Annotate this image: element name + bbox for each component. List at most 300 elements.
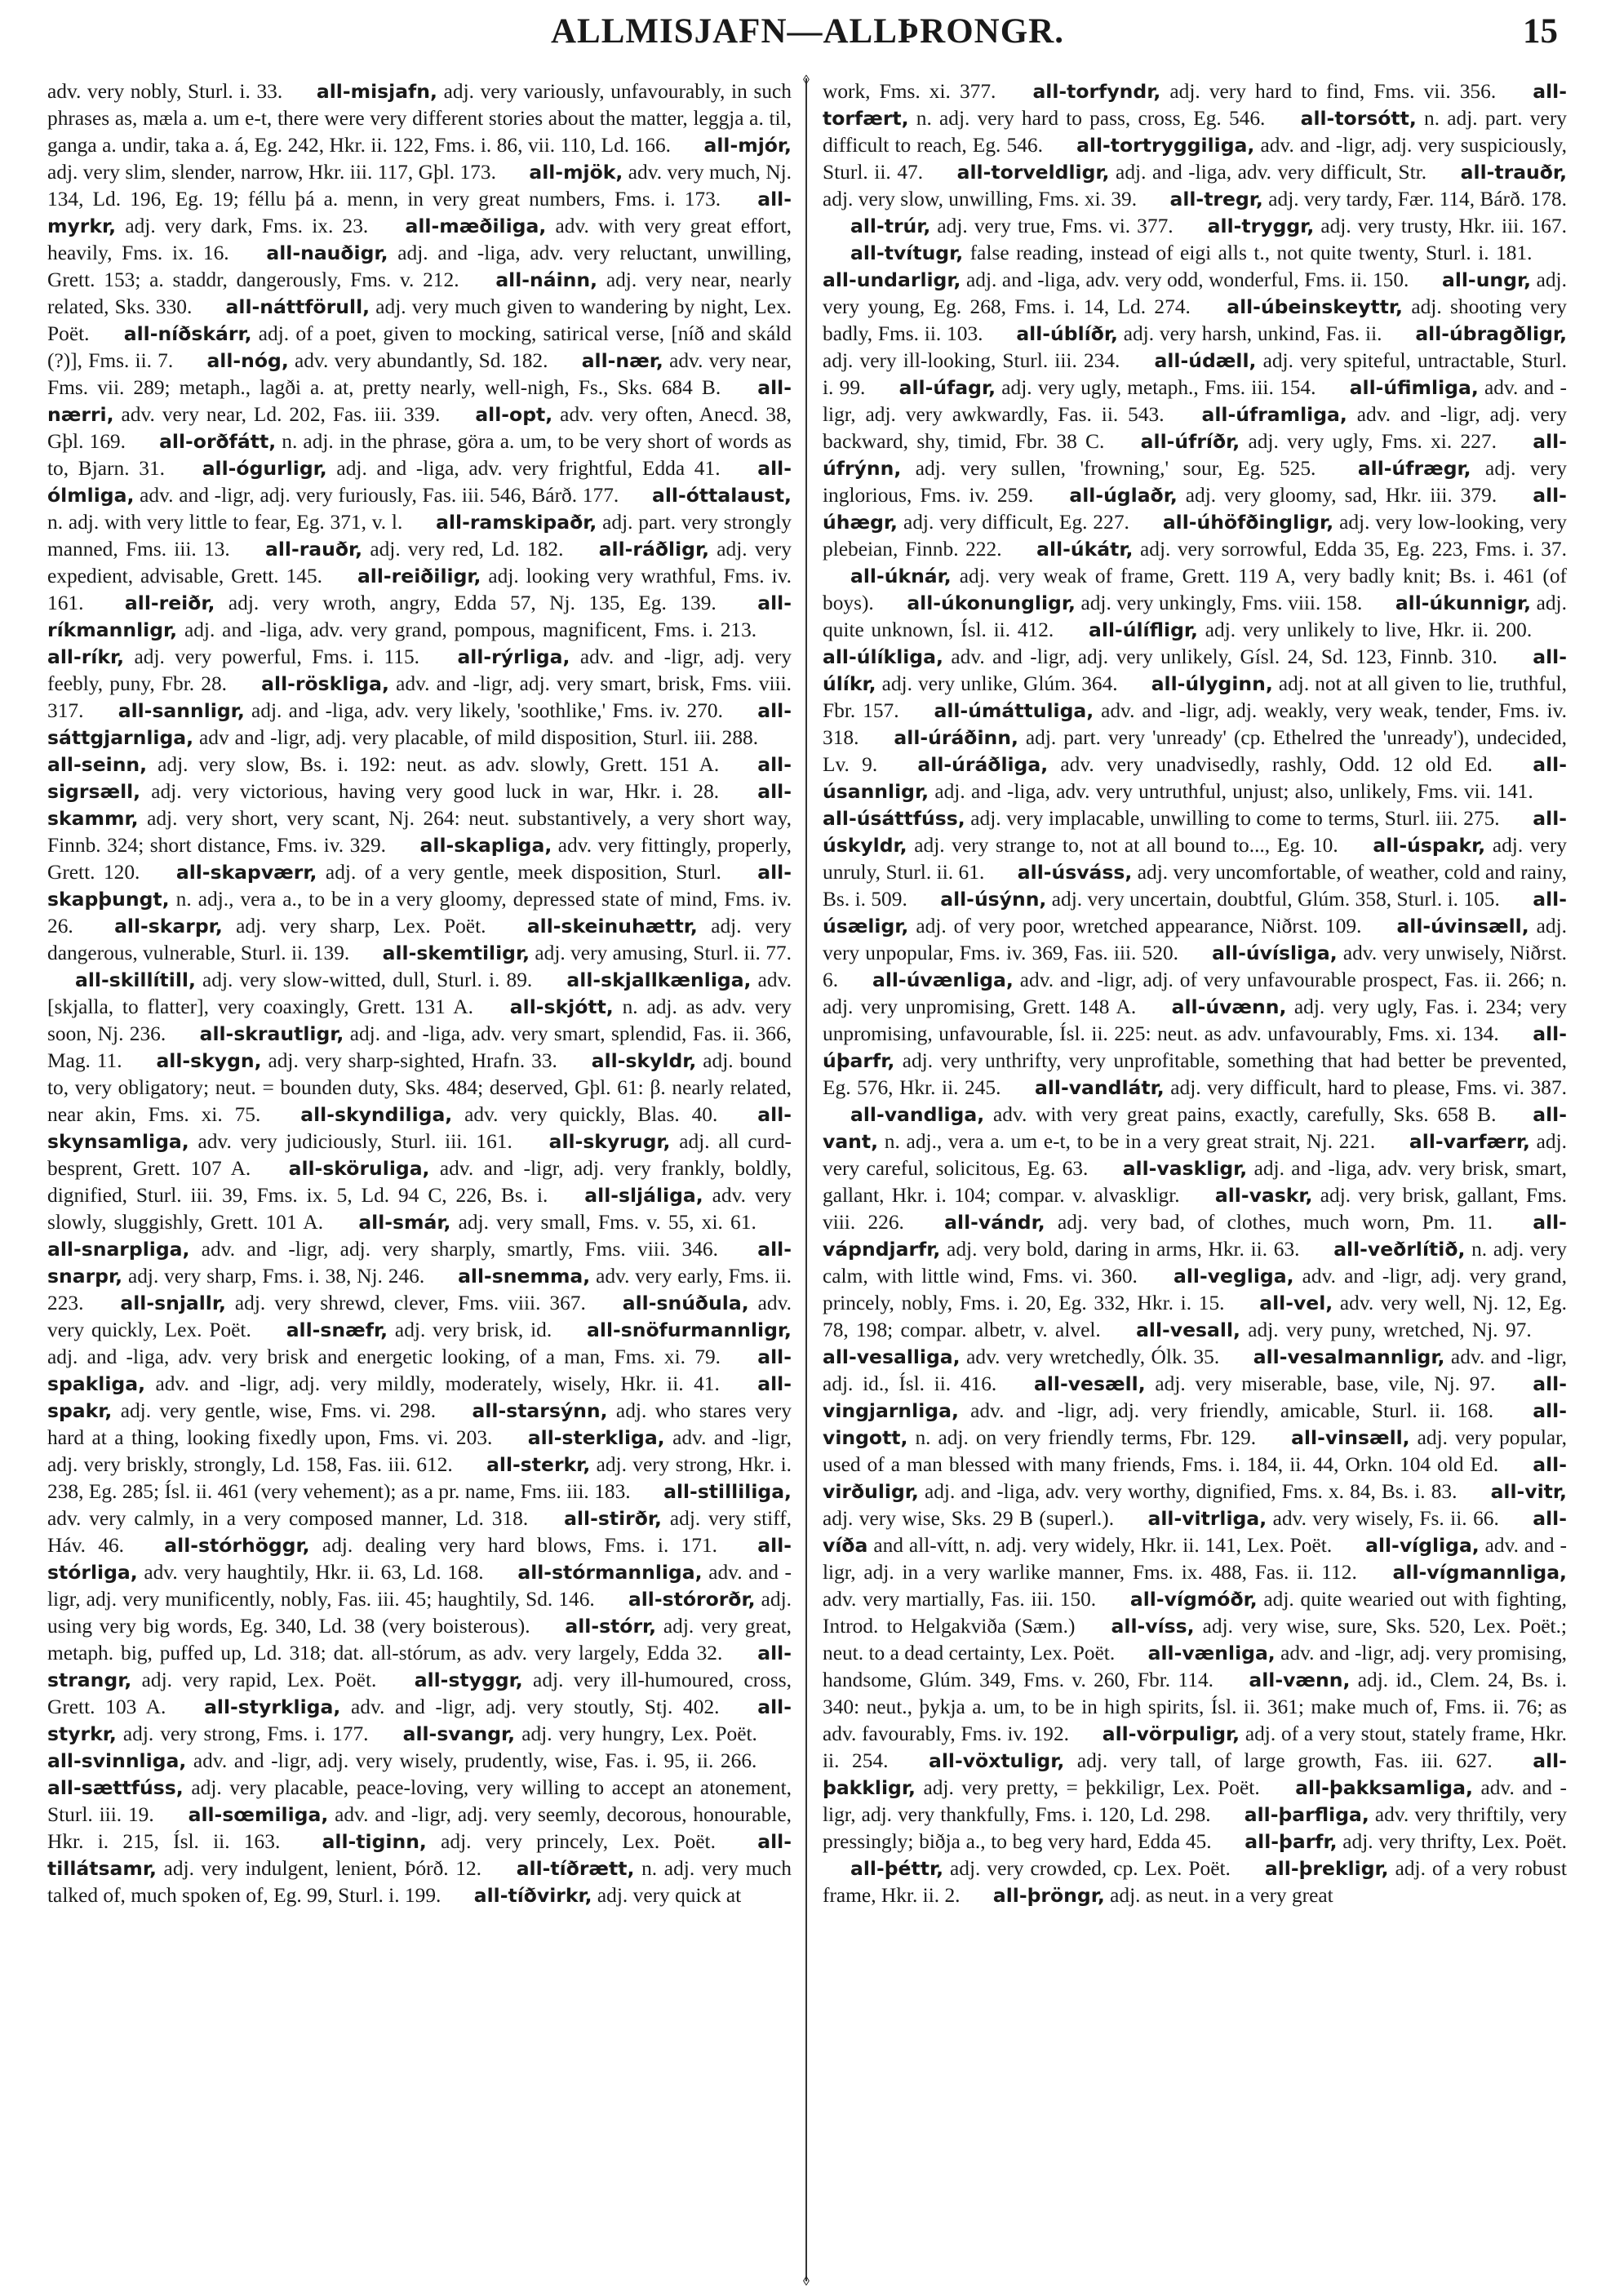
- entry-definition: adj. very pretty, = þekkiligr, Lex. Poët.: [923, 1776, 1260, 1799]
- entry-headword: all-vingott,: [823, 1399, 1567, 1449]
- entry-headword: all-misjafn,: [316, 80, 437, 103]
- entry-headword: all-skyndiliga,: [300, 1103, 453, 1126]
- entry-definition: adj. very shrewd, clever, Fms. viii. 367.: [234, 1292, 586, 1314]
- entry-headword: all-sigrsæll,: [47, 753, 792, 803]
- entry-headword: all-úráðliga,: [917, 753, 1049, 776]
- entry-headword: all-úlíkr,: [823, 645, 1567, 695]
- dictionary-entry: [273, 1103, 730, 1126]
- entry-definition: adj. using very big words, Eg. 340, Ld. 38 (very boisterous).: [47, 1588, 792, 1638]
- entry-definition: adj. very bad, of clothes, much worn, Pm. 11.: [1057, 1211, 1493, 1234]
- entry-definition: adj. very true, Fms. vi. 377.: [937, 215, 1174, 237]
- entry-headword: all-stirðr,: [564, 1507, 662, 1530]
- entry-headword: all-úlyginn,: [1151, 672, 1273, 695]
- entry-headword: all-úknár,: [850, 565, 952, 587]
- entry-headword: all-úkunnigr,: [1395, 592, 1532, 614]
- dictionary-entry: [823, 242, 1539, 264]
- entry-definition: and all-vítt, n. adj. very widely, Hkr. ii. 141, Lex. Poët.: [873, 1534, 1333, 1557]
- entry-headword: all-ráðligr,: [598, 538, 710, 561]
- entry-definition: adv. very well, Nj. 12, Eg. 78, 198; compar. albetr, v. alvel.: [823, 1292, 1567, 1341]
- entry-headword: all-þarfliga,: [1244, 1803, 1369, 1826]
- dictionary-entry: [916, 1211, 1505, 1234]
- entry-headword: all-ríkr,: [47, 645, 125, 668]
- divider-ornament-bottom: ◊: [803, 2275, 810, 2289]
- entry-definition: adj. very unthrifty, very unprofitable, something that had better be prevented, Eg. 576, Hkr. ii. 245.: [823, 1049, 1567, 1099]
- entry-headword: all-úsáttfúss,: [823, 807, 965, 830]
- dictionary-entry: [375, 1722, 764, 1745]
- entry-definition: adv. and -ligr, adj. very sharply, smartly, Fms. viii. 346.: [201, 1238, 718, 1261]
- entry-headword: all-víða: [823, 1507, 1567, 1557]
- entry-headword: all-vant,: [823, 1103, 1567, 1153]
- entry-headword: all-skyldr,: [591, 1049, 697, 1072]
- page-header: [57, 11, 1558, 57]
- entry-headword: all-þröngr,: [992, 1884, 1105, 1907]
- entry-definition: adv. and -ligr, adj. very smart, brisk, Fms. viii. 317.: [47, 672, 792, 722]
- entry-headword: all-ramskipaðr,: [436, 511, 597, 534]
- entry-headword: all-þrekligr,: [1264, 1857, 1389, 1880]
- entry-headword: all-úbragðligr,: [1415, 322, 1567, 345]
- entry-definition: adj. very bold, daring in arms, Hkr. ii. 63.: [947, 1238, 1300, 1261]
- entry-definition: n. adj. very hard to pass, cross, Eg. 546.: [916, 107, 1266, 130]
- dictionary-entry: [930, 161, 1433, 184]
- entry-definition: false reading, instead of eigi alls t., not quite twenty, Sturl. i. 181.: [969, 242, 1533, 264]
- entry-headword: all-snemma,: [458, 1265, 591, 1288]
- entry-headword: all-þarfr,: [1245, 1830, 1338, 1853]
- entry-definition: adj. very slow-witted, dull, Sturl. i. 89.: [202, 968, 533, 991]
- entry-headword: all-rýrliga,: [457, 645, 570, 668]
- entry-definition: adv. very abundantly, Sd. 182.: [295, 349, 548, 372]
- entry-definition: adj. of a very gentle, meek disposition, Sturl.: [325, 861, 721, 884]
- entry-definition: adj. very brisk, gallant, Fms. viii. 226.: [823, 1184, 1567, 1234]
- dictionary-entry: [47, 968, 539, 991]
- entry-definition: adj. very princely, Lex. Poët.: [441, 1830, 716, 1853]
- entry-headword: all-skapværr,: [175, 861, 317, 884]
- entry-definition: adj. very powerful, Fms. i. 115.: [134, 645, 420, 668]
- entry-headword: all-vaskr,: [1214, 1184, 1313, 1207]
- entry-headword: all-vígmóðr,: [1129, 1588, 1258, 1611]
- entry-definition: adj. very sharp-sighted, Hrafn. 33.: [268, 1049, 557, 1072]
- entry-definition: adj. id., Clem. 24, Bs. i. 340: neut., þykja a. um, to be in high spirits, Ísl. ii. 361; make much of, Fms. ii. 76; as adv. favourably, Fms. iv. 192.: [823, 1669, 1567, 1745]
- entry-definition: adj. very uncomfortable, of weather, cold and rainy, Bs. i. 509.: [823, 861, 1567, 911]
- entry-definition: adj. very trusty, Hkr. iii. 167.: [1320, 215, 1567, 237]
- entry-headword: all-vándr,: [944, 1211, 1045, 1234]
- entry-definition: adv. and -ligr, adj. very mildly, moderately, wisely, Hkr. ii. 41.: [155, 1372, 720, 1395]
- dictionary-entry: [901, 1749, 1505, 1772]
- entry-headword: all-skapliga,: [419, 834, 552, 857]
- entry-headword: all-úþarfr,: [823, 1022, 1567, 1072]
- dictionary-entry: [1006, 1372, 1505, 1395]
- entry-headword: all-stórliga,: [47, 1534, 792, 1584]
- entry-definition: n. adj. with very little to fear, Eg. 371, v. l.: [47, 511, 403, 534]
- entry-headword: all-náinn,: [495, 268, 598, 291]
- entry-definition: adv. very near, Fms. vii. 289; metaph., lagði a. at, pretty nearly, well-nigh, Fs., Sks. 684 B.: [47, 349, 792, 399]
- entry-definition: adj. very slim, slender, narrow, Hkr. iii. 117, Gþl. 173.: [47, 161, 496, 184]
- entry-headword: all-níðskárr,: [123, 322, 252, 345]
- entry-headword: all-nóg,: [206, 349, 289, 372]
- entry-headword: all-stórmannliga,: [517, 1561, 703, 1584]
- entry-definition: adj. very ugly, Fas. i. 234; very unpromising, unfavourable, Ísl. ii. 225: neut. as adv. unfavourably, Fms. xi. 134.: [823, 995, 1567, 1045]
- entry-definition: adv. very unadvisedly, rashly, Odd. 12 old Ed.: [1060, 753, 1493, 776]
- entry-definition: adj. as neut. in a very great: [1110, 1884, 1333, 1907]
- entry-definition: adv. very unwisely, Niðrst. 6.: [823, 942, 1567, 991]
- entry-headword: all-úmáttuliga,: [934, 699, 1094, 722]
- entry-headword: all-skemtiligr,: [382, 942, 530, 964]
- entry-definition: adj. part. very 'unready' (cp. Ethelred the 'unready'), undecided, Lv. 9.: [823, 726, 1567, 776]
- entry-definition: adj. very brisk, id.: [394, 1319, 552, 1341]
- entry-definition: adv. and -ligr, adj. very promising, handsome, Glúm. 349, Fms. v. 260, Fbr. 114.: [823, 1642, 1567, 1691]
- entry-definition: adj. and -liga, adv. very untruthful, unjust; also, unlikely, Fms. vii. 141.: [934, 780, 1533, 803]
- entry-headword: all-vandlátr,: [1035, 1076, 1165, 1099]
- entry-headword: all-úvænn,: [1171, 995, 1287, 1018]
- dictionary-entry: [446, 1884, 741, 1907]
- entry-definition: adj. quite wearied out with fighting, Introd. to Helgakviða (Sæm.): [823, 1588, 1567, 1638]
- entry-definition: adj. quite unknown, Ísl. ii. 412.: [823, 592, 1567, 641]
- entry-headword: all-starsýnn,: [472, 1399, 608, 1422]
- entry-definition: adj. very slow, unwilling, Fms. xi. 39.: [823, 188, 1138, 211]
- entry-headword: all-vegliga,: [1174, 1265, 1294, 1288]
- dictionary-entry: [823, 215, 1180, 237]
- entry-definition: adv. very slowly, sluggishly, Grett. 101 A.: [47, 1184, 792, 1234]
- entry-headword: all-úskyldr,: [823, 807, 1567, 857]
- entry-definition: adj. very harsh, unkind, Fas. ii.: [1123, 322, 1382, 345]
- entry-definition: adj. very implacable, unwilling to come to terms, Sturl. iii. 275.: [970, 807, 1500, 830]
- dictionary-entry: [175, 457, 730, 480]
- entry-headword: all-torfyndr,: [1032, 80, 1161, 103]
- entry-definition: adj. very unkingly, Fms. viii. 158.: [1080, 592, 1363, 614]
- entry-headword: all-skjallkænliga,: [566, 968, 752, 991]
- entry-headword: all-svinnliga,: [47, 1749, 187, 1772]
- entry-headword: all-snöfurmannligr,: [587, 1319, 792, 1341]
- entry-definition: adj. very wise, Sks. 29 B (superl.).: [823, 1507, 1115, 1530]
- entry-definition: adv. and -ligr, adj. id., Ísl. ii. 416.: [823, 1345, 1567, 1395]
- entry-headword: all-strangr,: [47, 1642, 792, 1691]
- entry-definition: adj. and -liga, adv. very difficult, Str.: [1116, 161, 1427, 184]
- entry-definition: n. adj., vera a., to be in a very gloomy, depressed state of mind, Fms. iv. 26.: [47, 888, 792, 937]
- entry-headword: all-varfærr,: [1409, 1130, 1530, 1153]
- entry-definition: adj. very ugly, Fms. xi. 227.: [1248, 430, 1497, 453]
- entry-definition: adj. very gloomy, sad, Hkr. iii. 379.: [1185, 484, 1497, 507]
- entry-headword: all-reiðiligr,: [357, 565, 481, 587]
- entry-definition: adj. very short, very scant, Nj. 264: neut. substantively, a very short way, Finnb. 324; short distance, Fms. iv. 329.: [47, 807, 792, 857]
- entry-definition: adj. and -liga, adv. very likely, 'soothlike,' Fms. iv. 270.: [251, 699, 723, 722]
- entry-headword: all-stórhöggr,: [164, 1534, 310, 1557]
- entry-definition: n. adj. very much talked of, much spoken of, Eg. 99, Sturl. i. 199.: [47, 1857, 792, 1907]
- entry-definition: adj. of very poor, wretched appearance, Niðrst. 109.: [916, 915, 1362, 937]
- entry-definition: adv. very quickly, Blas. 40.: [464, 1103, 718, 1126]
- dictionary-entry: [355, 942, 792, 964]
- entry-definition: n. adj. in the phrase, göra a. um, to be very short of words as to, Bjarn. 31.: [47, 430, 792, 480]
- entry-definition: adj. very inglorious, Fms. iv. 259.: [823, 457, 1567, 507]
- entry-definition: adj. very crowded, cp. Lex. Poët.: [950, 1857, 1231, 1880]
- entry-headword: all-sannligr,: [118, 699, 245, 722]
- entry-definition: adj. very expedient, advisable, Grett. 145.: [47, 538, 792, 587]
- entry-definition: adv. and -ligr, adj. very friendly, amicable, Sturl. ii. 168.: [970, 1399, 1494, 1422]
- entry-definition: adj. very careful, solicitous, Eg. 63.: [823, 1130, 1567, 1180]
- entry-headword: all-mæðiliga,: [405, 215, 547, 237]
- entry-definition: adv. [skjalla, to flatter], very coaxingly, Grett. 131 A.: [47, 968, 792, 1018]
- entry-headword: all-sœmiliga,: [188, 1803, 329, 1826]
- entry-definition: adj. looking very wrathful, Fms. iv. 161.: [47, 565, 792, 614]
- entry-headword: all-vænn,: [1249, 1669, 1351, 1691]
- entry-definition: adj. bound to, very obligatory; neut. = bounden duty, Sks. 484; deserved, Gþl. 61: β. nearly related, near akin, Fms. xi. 75.: [47, 1049, 792, 1126]
- entry-headword: all-skrautligr,: [199, 1022, 344, 1045]
- entry-definition: adv. and -ligr, adj. very grand, princely, nobly, Fms. i. 20, Eg. 332, Hkr. i. 15.: [823, 1265, 1567, 1314]
- entry-headword: all-reiðr,: [124, 592, 215, 614]
- entry-definition: adj. very unpopular, Fms. iv. 369, Fas. iii. 520.: [823, 915, 1567, 964]
- entry-definition: adv. very early, Fms. ii. 223.: [47, 1265, 792, 1314]
- entry-definition: adj. very low-looking, very plebeian, Finnb. 222.: [823, 511, 1567, 561]
- dictionary-entry: [1061, 618, 1539, 641]
- entry-definition: adj. very difficult, hard to please, Fms. vi. 387.: [1170, 1076, 1567, 1099]
- dictionary-entry: [1007, 1076, 1567, 1099]
- entry-headword: all-úvísliga,: [1212, 942, 1338, 964]
- dictionary-entry: [128, 1049, 563, 1072]
- entry-headword: all-údæll,: [1154, 349, 1257, 372]
- entry-headword: all-skjótt,: [509, 995, 614, 1018]
- entry-headword: all-ógurligr,: [202, 457, 327, 480]
- entry-definition: adv. and -ligr, adj. very awkwardly, Fas. ii. 543.: [823, 376, 1567, 426]
- entry-headword: all-úfríðr,: [1140, 430, 1240, 453]
- entry-headword: all-úframliga,: [1201, 403, 1347, 426]
- entry-headword: all-vingjarnliga,: [823, 1372, 1567, 1422]
- entry-definition: adj. very near, nearly related, Sks. 330.: [47, 268, 792, 318]
- dictionary-entry: [331, 1211, 764, 1234]
- entry-headword: all-tortryggiliga,: [1076, 134, 1255, 157]
- entry-headword: all-skammr,: [47, 780, 792, 830]
- entry-definition: n. adj. part. very difficult to reach, Eg. 546.: [823, 107, 1567, 157]
- entry-headword: all-tregr,: [1169, 188, 1263, 211]
- entry-definition: work, Fms. xi. 377.: [823, 80, 996, 103]
- entry-definition: adj. very wise, sure, Sks. 520, Lex. Poët.; neut. to a dead certainty, Lex. Poët.: [823, 1615, 1567, 1664]
- entry-definition: adj. who stares very hard at a thing, looking fixedly upon, Fms. vi. 203.: [47, 1399, 792, 1449]
- dictionary-entry: [295, 1830, 730, 1853]
- entry-definition: adv. and -ligr, adj. very feebly, puny, Fbr. 28.: [47, 645, 792, 695]
- entry-definition: adv. and -ligr, adj. very unlikely, Gísl. 24, Sd. 123, Finnb. 310.: [951, 645, 1497, 668]
- dictionary-entry: [176, 1695, 730, 1718]
- entry-headword: all-skynsamliga,: [47, 1103, 792, 1153]
- entry-definition: adj. very tall, of large growth, Fas. iii. 627.: [1076, 1749, 1493, 1772]
- dictionary-entry: [237, 538, 571, 561]
- entry-definition: adj. very strange to, not at all bound to..., Eg. 10.: [914, 834, 1338, 857]
- dictionary-entry: [1009, 538, 1567, 561]
- entry-definition: adj. very variously, unfavourably, in such phrases as, mæla a. um e-t, there were very different stories about the matter, leggja a. til, ganga a. undir, taka a. á, Eg. 242, Hkr. ii. 122, Fms. i. 86, vii. 110, Ld. 166.: [47, 80, 792, 157]
- entry-headword: all-úvænliga,: [872, 968, 1014, 991]
- entry-headword: all-sterkr,: [486, 1453, 591, 1476]
- dictionary-entry: [965, 1884, 1333, 1907]
- entry-headword: all-snarpliga,: [47, 1238, 190, 1261]
- entry-definition: adj. very sharp, Lex. Poët.: [236, 915, 486, 937]
- entry-headword: all-úfrýnn,: [823, 430, 1567, 480]
- entry-headword: all-vöxtuligr,: [928, 1749, 1065, 1772]
- entry-headword: all-rauðr,: [264, 538, 363, 561]
- entry-headword: all-ungr,: [1441, 268, 1532, 291]
- entry-definition: adv. and -ligr, adj. very stoutly, Stj. 402.: [351, 1695, 720, 1718]
- entry-headword: all-vesæll,: [1034, 1372, 1146, 1395]
- entry-definition: adj. not at all given to lie, truthful, Fbr. 157.: [823, 672, 1567, 722]
- left-column: [47, 78, 792, 2273]
- entry-definition: adj. very indulgent, lenient, Þórð. 12.: [163, 1857, 482, 1880]
- entry-headword: all-smár,: [358, 1211, 451, 1234]
- entry-definition: adv. and -ligr, adj. very furiously, Fas. iii. 546, Bárð. 177.: [140, 484, 619, 507]
- entry-definition: adj. and -liga, adv. very reluctant, unwilling, Grett. 153; a. staddr, dangerously, Fms. v. 212.: [47, 242, 792, 291]
- entry-headword: all-snjallr,: [120, 1292, 226, 1314]
- entry-headword: all-úlífligr,: [1089, 618, 1198, 641]
- page-number: 15: [1523, 12, 1558, 51]
- entry-definition: adv. and -ligr, adj. very frankly, boldly, dignified, Sturl. iii. 39, Fms. ix. 5, Ld. 94 C, 226, Bs. i.: [47, 1157, 792, 1207]
- dictionary-entry: [1113, 430, 1506, 453]
- entry-headword: all-styrkr,: [47, 1695, 792, 1745]
- dictionary-entry: [1041, 484, 1505, 507]
- entry-headword: all-seinn,: [47, 753, 148, 776]
- entry-headword: all-trauðr,: [1460, 161, 1567, 184]
- entry-definition: adj. and -liga, adv. very grand, pompous, magnificent, Fms. i. 213.: [184, 618, 757, 641]
- entry-headword: all-vaskligr,: [1122, 1157, 1248, 1180]
- column-divider: [805, 78, 807, 2281]
- entry-definition: n. adj. very calm, with little wind, Fms. vi. 360.: [823, 1238, 1567, 1288]
- entry-definition: n. adj., vera a. um e-t, to be in a very great strait, Nj. 221.: [884, 1130, 1376, 1153]
- entry-definition: adj. very unlikely to live, Hkr. ii. 200.: [1205, 618, 1533, 641]
- entry-definition: adj. very placable, peace-loving, very willing to accept an atonement, Sturl. iii. 19.: [47, 1776, 792, 1826]
- entry-definition: adj. very gentle, wise, Fms. vi. 298.: [120, 1399, 437, 1422]
- entry-headword: all-stórr,: [565, 1615, 657, 1638]
- entry-headword: all-tillátsamr,: [47, 1830, 792, 1880]
- entry-headword: all-óttalaust,: [652, 484, 792, 507]
- entry-headword: all-víss,: [1111, 1615, 1195, 1638]
- entry-definition: adj. very uncertain, doubtful, Glúm. 358, Sturl. i. 105.: [1051, 888, 1500, 911]
- entry-definition: adj. very young, Eg. 268, Fms. i. 14, Ld. 274.: [823, 268, 1567, 318]
- entry-definition: adj. very popular, used of a man blessed with many friends, Fms. i. 184, ii. 44, Orkn. 104 old Ed.: [823, 1426, 1567, 1476]
- entry-definition: adv. and -ligr, adj. very munificently, nobly, Fas. iii. 45; haughtily, Sd. 146.: [47, 1561, 792, 1611]
- entry-headword: all-styggr,: [414, 1669, 523, 1691]
- entry-definition: adj. and -liga, adv. very brisk, smart, gallant, Hkr. i. 104; compar. v. alvaskligr.: [823, 1157, 1567, 1207]
- entry-headword: all-vígmannliga,: [1392, 1561, 1567, 1584]
- entry-headword: all-tíðvirkr,: [473, 1884, 592, 1907]
- entry-headword: all-þakksamliga,: [1295, 1776, 1473, 1799]
- dictionary-entry: [1005, 80, 1505, 103]
- entry-headword: all-vápndjarfr,: [823, 1211, 1567, 1261]
- running-head: ALLMISJAFN—ALLÞRONGR.: [550, 12, 1064, 51]
- dictionary-entry: [136, 1534, 730, 1557]
- entry-headword: all-spakliga,: [47, 1345, 792, 1395]
- entry-headword: all-myrkr,: [47, 188, 792, 237]
- entry-headword: all-snæfr,: [286, 1319, 388, 1341]
- entry-headword: all-úráðinn,: [894, 726, 1018, 749]
- entry-headword: all-vesalmannligr,: [1253, 1345, 1445, 1368]
- entry-definition: adv. with very great effort, heavily, Fms. ix. 16.: [47, 215, 792, 264]
- entry-definition: adv. very judiciously, Sturl. iii. 161.: [197, 1130, 512, 1153]
- entry-definition: n. adj. as adv. very soon, Nj. 236.: [47, 995, 792, 1045]
- entry-definition: adj. all curd-besprent, Grett. 107 A.: [47, 1130, 792, 1180]
- dictionary-entry: [879, 592, 1368, 614]
- entry-definition: adj. very great, metaph. big, puffed up, Ld. 318; dat. all-stórum, as adv. very largely, Edda 32.: [47, 1615, 792, 1664]
- entry-definition: adv. very quickly, Lex. Poët.: [47, 1292, 792, 1341]
- dictionary-entry: [823, 1103, 1505, 1126]
- entry-headword: all-stórorðr,: [628, 1588, 756, 1611]
- dictionary-entry: [1180, 215, 1567, 237]
- entry-definition: adj. of a very robust frame, Hkr. ii. 2.: [823, 1857, 1567, 1907]
- entry-headword: all-ólmliga,: [47, 457, 792, 507]
- entry-headword: all-vandliga,: [850, 1103, 985, 1126]
- entry-headword: all-torsótt,: [1300, 107, 1417, 130]
- entry-definition: adj. shooting very badly, Fms. ii. 103.: [823, 295, 1567, 345]
- entry-headword: all-úkátr,: [1036, 538, 1134, 561]
- dictionary-entry: [179, 349, 553, 372]
- entry-definition: adj. very rapid, Lex. Poët.: [141, 1669, 377, 1691]
- entry-definition: adj. very puny, wretched, Nj. 97.: [1248, 1319, 1532, 1341]
- dictionary-entry: [1142, 188, 1567, 211]
- entry-headword: all-opt,: [475, 403, 553, 426]
- entry-headword: all-vel,: [1259, 1292, 1333, 1314]
- entry-headword: all-vígliga,: [1365, 1534, 1480, 1557]
- entry-headword: all-spakr,: [47, 1372, 792, 1422]
- entry-definition: adj. very ill-looking, Sturl. iii. 234.: [823, 349, 1120, 372]
- entry-definition: adv. and -ligr, adj. in a very warlike manner, Fms. ix. 488, Fas. ii. 112.: [823, 1534, 1567, 1584]
- entry-headword: all-sköruliga,: [288, 1157, 430, 1180]
- entry-definition: adv. and -ligr, adj. very suspiciously, Sturl. ii. 47.: [823, 134, 1567, 184]
- dictionary-entry: [890, 753, 1505, 776]
- entry-definition: adj. very slow, Bs. i. 192: neut. as adv. slowly, Grett. 151 A.: [158, 753, 720, 776]
- entry-headword: all-sljáliga,: [584, 1184, 703, 1207]
- entry-definition: adj. and -liga, adv. very brisk and energetic looking, of a man, Fms. xi. 79.: [47, 1345, 721, 1368]
- entry-headword: all-úglaðr,: [1069, 484, 1178, 507]
- entry-definition: adv and -ligr, adj. very placable, of mild disposition, Sturl. iii. 288.: [199, 726, 759, 749]
- entry-headword: all-úlíkliga,: [823, 645, 943, 668]
- entry-definition: adv. and -ligr, adj. weakly, very weak, tender, Fms. iv. 318.: [823, 699, 1567, 749]
- entry-headword: all-úfagr,: [898, 376, 996, 399]
- entry-headword: all-vinsæll,: [1291, 1426, 1410, 1449]
- entry-headword: all-skapþungt,: [47, 861, 792, 911]
- entry-definition: adv. very fittingly, properly, Grett. 120.: [47, 834, 792, 884]
- entry-headword: all-tvítugr,: [850, 242, 964, 264]
- dictionary-entry: [92, 1292, 594, 1314]
- entry-headword: all-þéttr,: [850, 1857, 944, 1880]
- dictionary-entry: [912, 888, 1505, 911]
- entry-definition: adv. and -ligr, adj. very wisely, prudently, wise, Fas. i. 95, ii. 266.: [193, 1749, 757, 1772]
- entry-headword: all-sterkliga,: [527, 1426, 665, 1449]
- entry-definition: adv. and -ligr, adj. very thankfully, Fms. i. 120, Ld. 298.: [823, 1776, 1567, 1826]
- entry-definition: adv. very calmly, in a very composed manner, Ld. 318.: [47, 1507, 529, 1530]
- entry-headword: all-skillítill,: [75, 968, 196, 991]
- entry-headword: all-skeinuhættr,: [526, 915, 698, 937]
- entry-headword: all-styrkliga,: [204, 1695, 341, 1718]
- entry-definition: adj. very victorious, having very good luck in war, Hkr. i. 28.: [151, 780, 720, 803]
- entry-definition: adv. very martially, Fas. iii. 150.: [823, 1588, 1097, 1611]
- dictionary-entry: [1108, 1319, 1539, 1341]
- entry-definition: adj. very thrifty, Lex. Poët.: [1342, 1830, 1567, 1853]
- entry-headword: all-veðrlítið,: [1333, 1238, 1466, 1261]
- entry-headword: all-snúðula,: [622, 1292, 749, 1314]
- dictionary-entry: [97, 592, 730, 614]
- entry-headword: all-trúr,: [850, 215, 931, 237]
- entry-headword: all-sættfúss,: [47, 1776, 184, 1799]
- dictionary-entry: [872, 376, 1322, 399]
- entry-definition: adj. very amusing, Sturl. ii. 77.: [535, 942, 792, 964]
- entry-headword: all-ríkmannligr,: [47, 592, 792, 641]
- entry-headword: all-úvinsæll,: [1396, 915, 1529, 937]
- entry-headword: all-röskliga,: [261, 672, 389, 695]
- entry-definition: adj. very wroth, angry, Edda 57, Nj. 135, Eg. 139.: [228, 592, 717, 614]
- entry-headword: all-skarpr,: [114, 915, 223, 937]
- right-column: [823, 78, 1567, 2273]
- dictionary-entry: [87, 915, 499, 937]
- dictionary-entry: [47, 80, 289, 103]
- entry-definition: adj. very sullen, 'frowning,' sour, Eg. 525.: [915, 457, 1316, 480]
- entry-definition: adj. and -liga, adv. very worthy, dignified, Fms. x. 84, Bs. i. 83.: [924, 1480, 1457, 1503]
- entry-definition: adj. and -liga, adv. very smart, splendid, Fas. ii. 366, Mag. 11.: [47, 1022, 792, 1072]
- entry-headword: all-sáttgjarnliga,: [47, 699, 792, 749]
- entry-headword: all-úbeinskeyttr,: [1227, 295, 1403, 318]
- entry-headword: all-skygn,: [156, 1049, 262, 1072]
- entry-definition: adv. and -ligr, adj. very briskly, strongly, Ld. 158, Fas. iii. 612.: [47, 1426, 792, 1476]
